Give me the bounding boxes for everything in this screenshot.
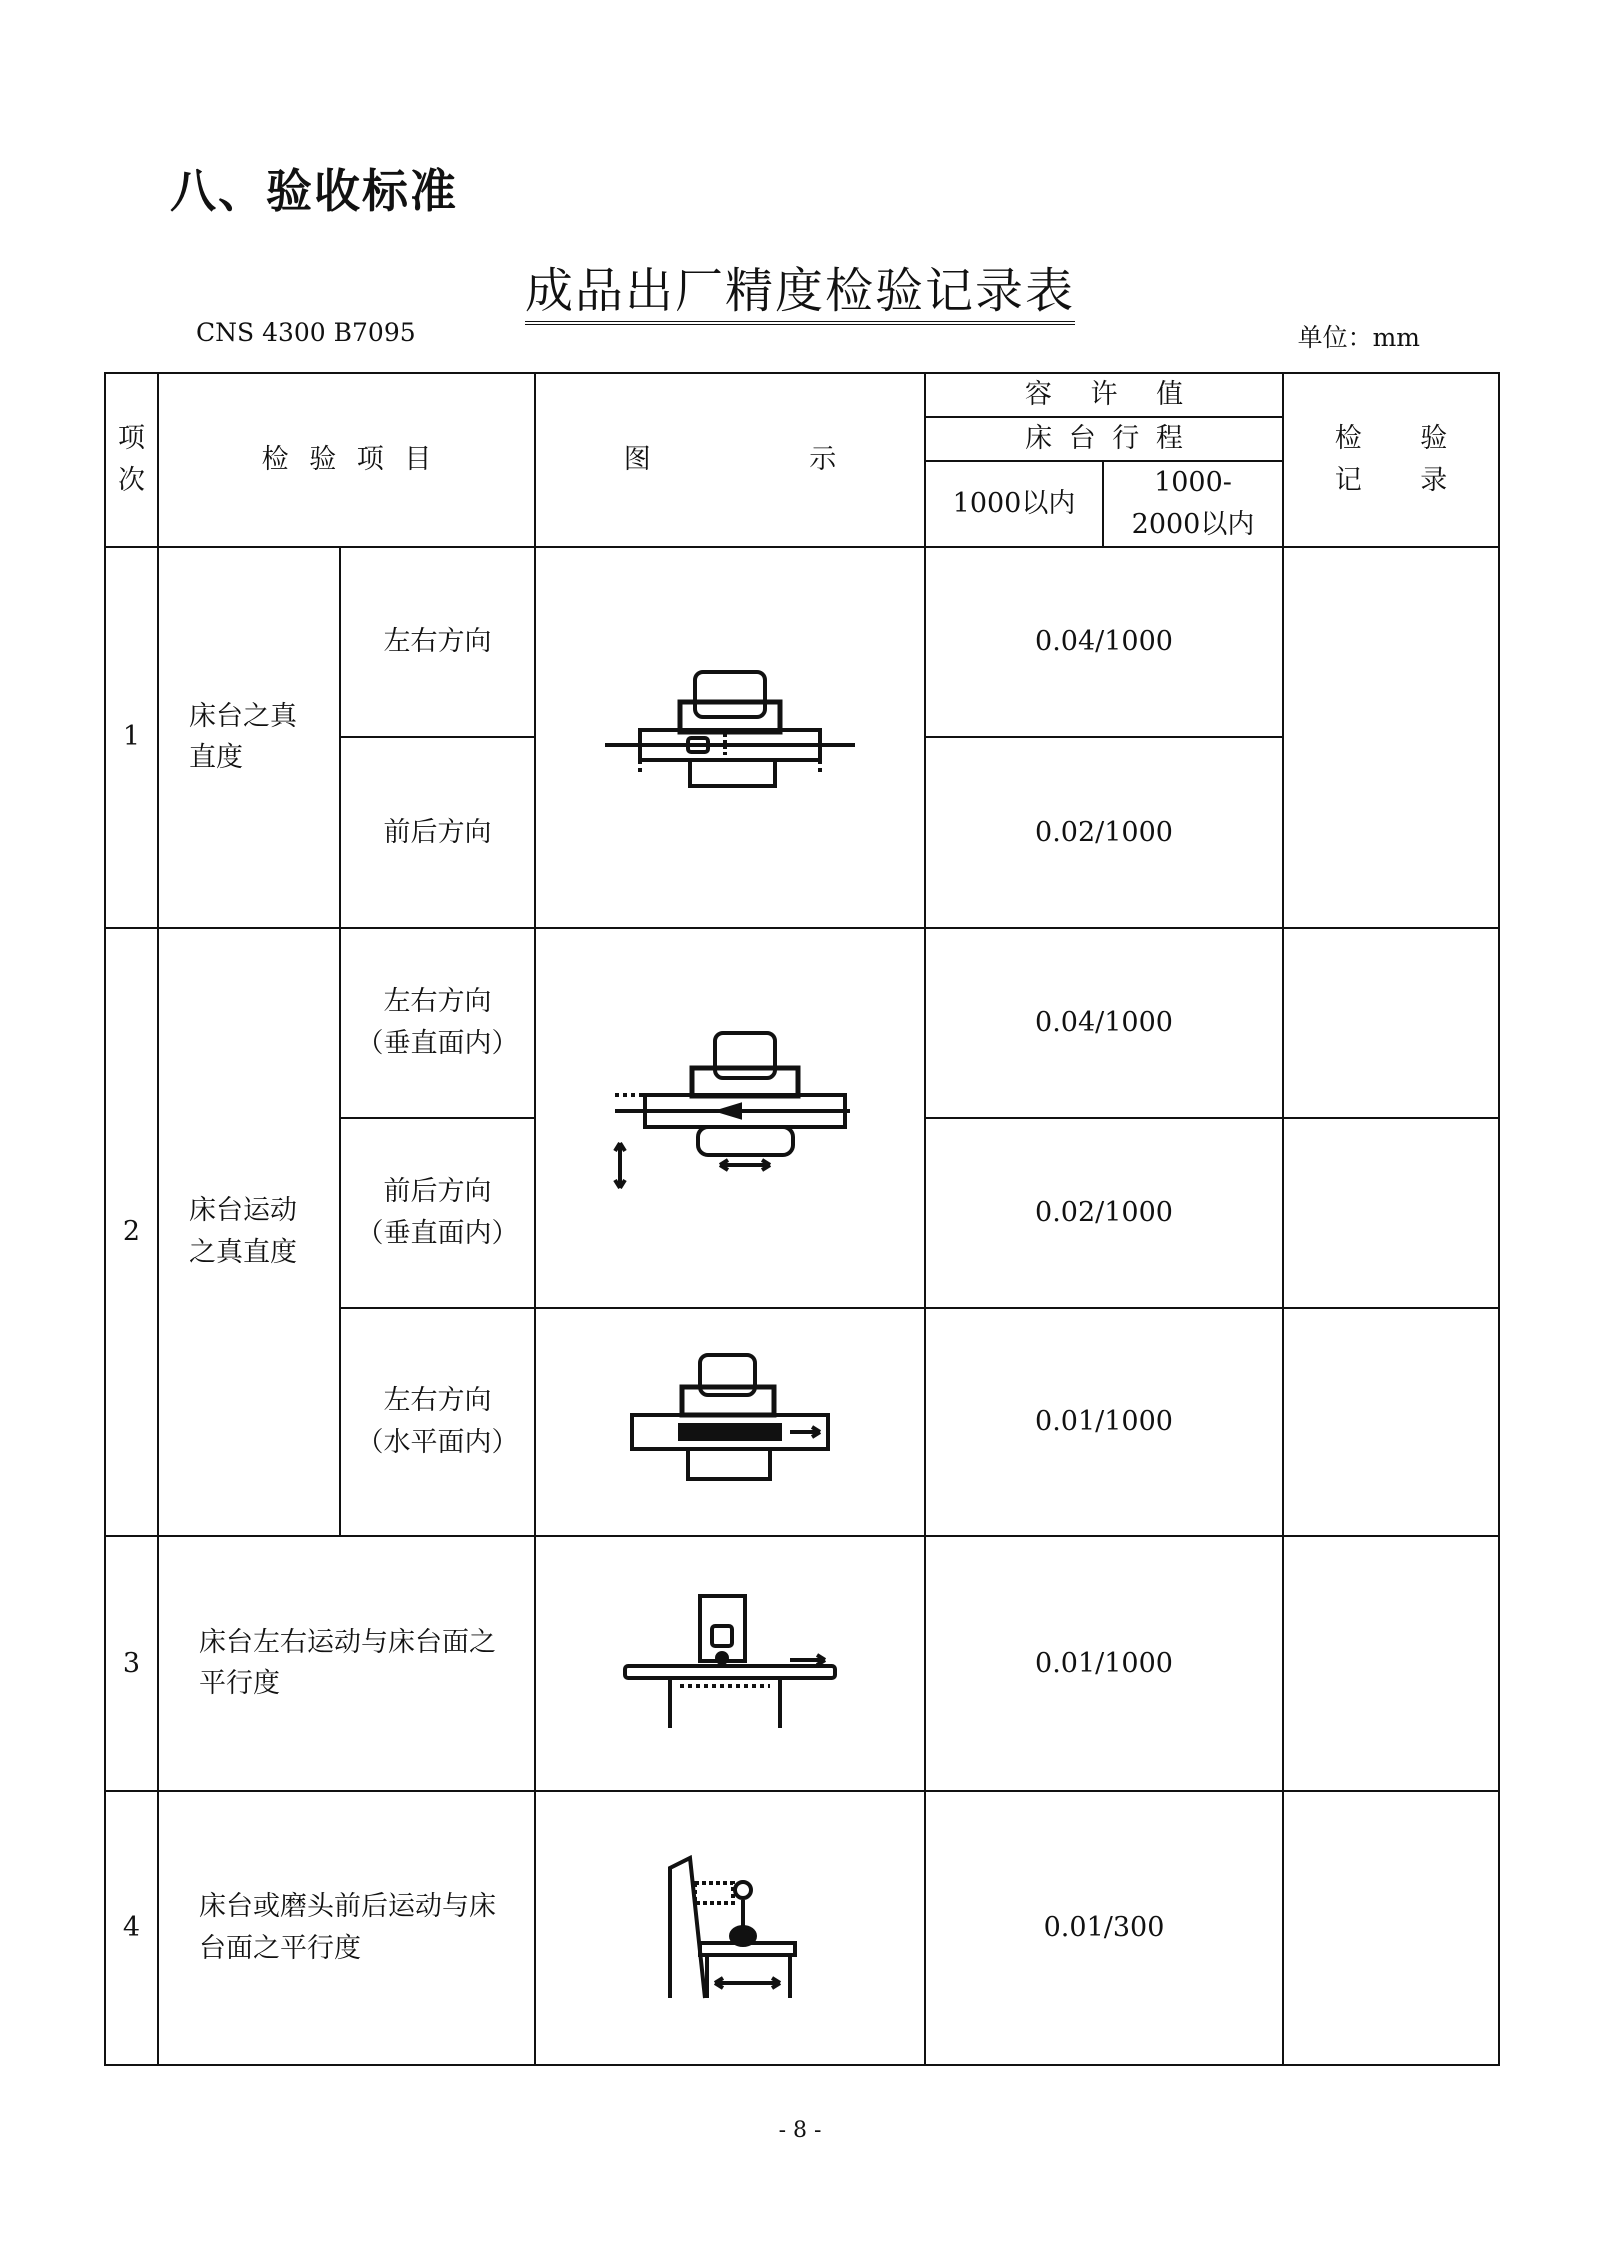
record-cell[interactable]: [1283, 1308, 1499, 1536]
sub-item: [340, 737, 535, 927]
row-no: 4: [105, 1791, 158, 2065]
unit-label: 单位：mm: [1297, 323, 1420, 352]
header-stroke: 床 台 行 程: [925, 417, 1283, 461]
document-title: [0, 252, 1600, 321]
standard-code: CNS 4300 B7095: [196, 318, 416, 347]
page-number: - 8 -: [778, 2118, 822, 2143]
direction-label: 左右方向: [383, 985, 492, 1017]
inspection-table: [104, 372, 1500, 2066]
grinder-horizontal-diagram-icon: [620, 1347, 840, 1497]
record-cell[interactable]: [1283, 1536, 1499, 1790]
tolerance-value: 0.01/1000: [925, 1536, 1283, 1790]
item-name: 床台运动之真直度: [158, 928, 340, 1537]
record-cell[interactable]: [1283, 928, 1499, 1118]
plane-label: （水平面内）: [356, 1427, 519, 1459]
figure-cell: [535, 1308, 925, 1536]
tolerance-value: 0.04/1000: [925, 547, 1283, 737]
row-no: 1: [105, 547, 158, 927]
figure-cell: [535, 547, 925, 927]
plane-label: （垂直面内）: [356, 1217, 519, 1249]
item-name: 床台之真直度: [158, 547, 340, 927]
record-cell[interactable]: [1283, 1791, 1499, 2065]
tolerance-value: 0.01/300: [925, 1791, 1283, 2065]
header-no: 项次: [105, 373, 158, 547]
header-tolerance: 容 许 值: [925, 373, 1283, 417]
tolerance-value: 0.01/1000: [925, 1308, 1283, 1536]
sub-item: [340, 928, 535, 1118]
figure-cell: [535, 928, 925, 1308]
plane-label: （垂直面内）: [356, 1027, 519, 1059]
header-figure: 图 示: [535, 373, 925, 547]
tolerance-value: 0.04/1000: [925, 928, 1283, 1118]
figure-cell: [535, 1791, 925, 2065]
grinder-diagram-icon: [600, 662, 860, 812]
header-col-b: 1000-2000以内: [1103, 461, 1283, 547]
header-col-a: 1000以内: [925, 461, 1103, 547]
record-cell[interactable]: [1283, 547, 1499, 927]
direction-label: 前后方向: [383, 1176, 492, 1208]
section-heading: 八、验收标准: [170, 164, 458, 218]
grinder-vertical-diagram-icon: [600, 1023, 860, 1213]
item-name: 床台或磨头前后运动与床台面之平行度: [158, 1791, 535, 2065]
head-parallelism-diagram-icon: [655, 1848, 805, 2008]
sub-item: [340, 1118, 535, 1308]
header-item: 检 验 项 目: [158, 373, 535, 547]
tolerance-value: 0.02/1000: [925, 1118, 1283, 1308]
document-title-text: 成品出厂精度检验记录表: [525, 263, 1075, 325]
direction-label: 左右方向: [383, 626, 492, 658]
direction-label: 左右方向: [383, 1385, 492, 1417]
row-no: 3: [105, 1536, 158, 1790]
sub-item: [340, 547, 535, 737]
record-cell[interactable]: [1283, 1118, 1499, 1308]
sub-item: [340, 1308, 535, 1536]
table-parallelism-diagram-icon: [620, 1588, 840, 1738]
item-name: 床台左右运动与床台面之平行度: [158, 1536, 535, 1790]
row-no: 2: [105, 928, 158, 1537]
figure-cell: [535, 1536, 925, 1790]
direction-label: 前后方向: [383, 816, 492, 848]
header-record: 检 验 记 录: [1283, 373, 1499, 547]
tolerance-value: 0.02/1000: [925, 737, 1283, 927]
